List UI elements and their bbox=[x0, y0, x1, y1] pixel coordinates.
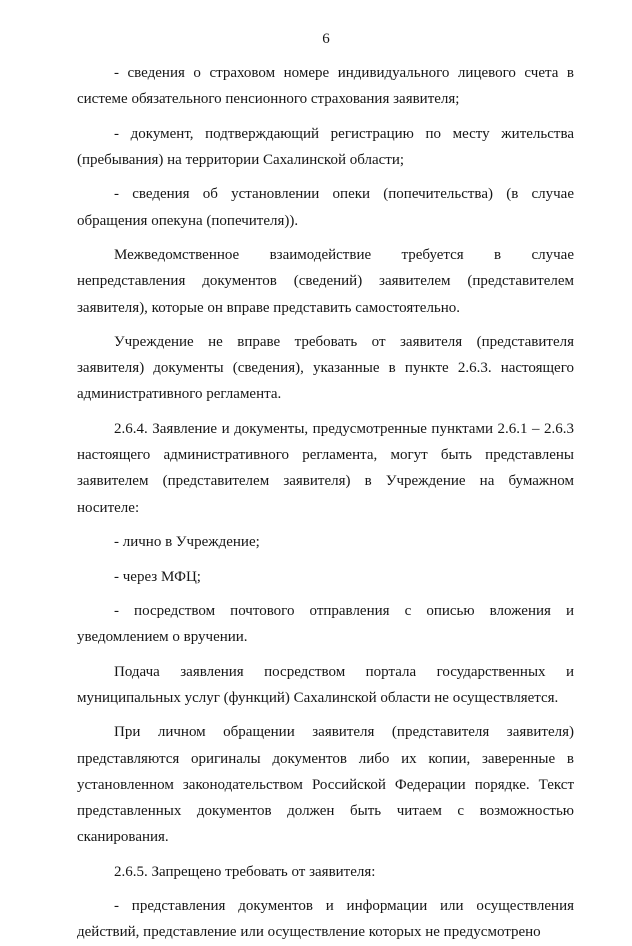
paragraph-12: 2.6.5. Запрещено требовать от заявителя: bbox=[114, 863, 376, 880]
paragraph-3: - сведения об установлении опеки (попечительства) (в случае обращения опекуна (попечителя)). bbox=[77, 186, 574, 229]
paragraph-4: Межведомственное взаимодействие требуется в случае непредставления документов (сведений) заявителем (представителем заявителя), которые он вправе представить самостоятельно. bbox=[77, 247, 574, 316]
paragraph-1: - сведения о страховом номере индивидуального лицевого счета в системе обязательного пенсионного страхования заявителя; bbox=[77, 65, 574, 108]
paragraph-5: Учреждение не вправе требовать от заявителя (представителя заявителя) документы (сведения), указанные в пункте 2.6.3. настоящего административного регламента. bbox=[77, 334, 574, 403]
page-number: 6 bbox=[322, 31, 330, 47]
paragraph-2: - документ, подтверждающий регистрацию по месту жительства (пребывания) на территории Сахалинской области; bbox=[77, 125, 574, 168]
paragraph-8: - через МФЦ; bbox=[114, 568, 201, 585]
paragraph-9: - посредством почтового отправления с описью вложения и уведомлением о вручении. bbox=[77, 603, 574, 646]
document-body bbox=[77, 60, 574, 946]
paragraph-10: Подача заявления посредством портала государственных и муниципальных услуг (функций) Сахалинской области не осуществляется. bbox=[77, 663, 574, 706]
paragraph-13: - представления документов и информации или осуществления действий, представление или осуществление которых не предусмотрено bbox=[77, 898, 574, 941]
paragraph-6: 2.6.4. Заявление и документы, предусмотренные пунктами 2.6.1 – 2.6.3 настоящего административного регламента, могут быть представлены заявителем (представителем заявителя) в Учреждение на бумажном носителе: bbox=[77, 420, 574, 516]
paragraph-11: При личном обращении заявителя (представителя заявителя) представляются оригиналы документов либо их копии, заверенные в установленном законодательством Российской Федерации порядке. Текст представленных документов должен быть читаем с возможностью сканирования. bbox=[77, 724, 574, 846]
paragraph-7: - лично в Учреждение; bbox=[114, 534, 260, 551]
